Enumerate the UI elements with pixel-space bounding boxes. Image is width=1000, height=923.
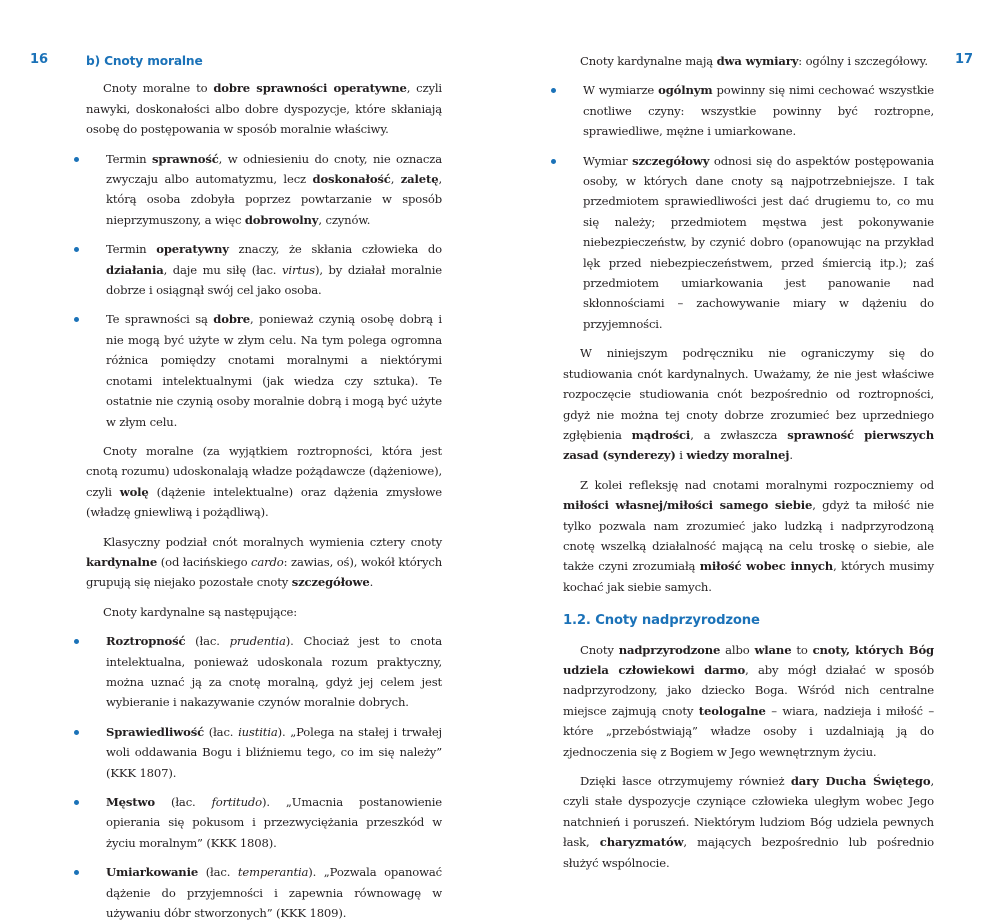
paragraph: Cnoty kardynalne są następujące:: [103, 604, 298, 619]
list-item: Wymiar szczegółowy odnosi się do aspektów postępowania osoby, w których dane cnoty są najpotrzebniejsze. I tak przedmiotem sprawiedliwości jest dać drugiemu to, co mu się należy; przedmiotem męstwa jest pokonywanie niebezpieczeństw, by czynić dobro (opanowując na przykład lęk przed niebezpieczeństwem, przed śmiercią itp.); zaś przedmiotem umiarkowania jest panowanie nad skłonnościami – zachowywanie miary w dążeniu do przyjemności.: [563, 151, 934, 335]
left-page-number: 16: [30, 52, 49, 67]
paragraph: W niniejszym podręczniku nie ograniczymy się do studiowania cnót kardynalnych. Uważamy, że nie jest właściwe rozpoczęcie studiowania cnót bezpośrednio od roztropności, gdyż nie można tej cnoty dobrze zrozumieć bez uprzedniego zgłębienia mądrości, a zwłaszcza sprawność pierwszych zasad (synderezy) i wiedzy moralnej.: [563, 346, 934, 463]
section-heading: b) Cnoty moralne: [86, 54, 203, 68]
bullet-list: [563, 80, 934, 334]
paragraph: Klasyczny podział cnót moralnych wymienia cztery cnoty kardynalne (od łacińskiego cardo: zawias, oś), wokół których grupują się niejako pozostałe cnoty szczegółowe.: [86, 534, 443, 590]
paragraph: Cnoty kardynalne mają dwa wymiary: ogólny i szczegółowy.: [580, 54, 928, 68]
paragraph: Cnoty nadprzyrodzone albo wlane to cnoty, których Bóg udziela człowiekowi darmo, aby mógł działać w sposób nadprzyrodzony, jako dziecko Boga. Wśród nich centralne miejsce zajmują cnoty teologalne – wiara, nadzieja i miłość – które „przebóstwiają” władze osoby i uzdalniają ją do zjednoczenia się z Bogiem w Jego wewnętrznym życiu.: [563, 642, 934, 759]
paragraph: Cnoty moralne to dobre sprawności operatywne, czyli nawyki, doskonałości albo dobre dyspozycje, które skłaniają osobę do postępowania w sposób moralnie właściwy.: [86, 81, 442, 137]
list-item: Termin sprawność, w odniesieniu do cnoty, nie oznacza zwyczaju albo automatyzmu, lecz doskonałość, zaletę, którą osoba zdobyła poprzez powtarzanie w sposób nieprzymuszony, a więc dobrowolny, czynów.: [86, 149, 442, 231]
bullet-list: [86, 631, 442, 923]
list-item: Roztropność (łac. prudentia). Chociaż jest to cnota intelektualna, ponieważ udoskonala rozum praktyczny, można uznać ją za cnotę moralną, gdyż jej celem jest wybieranie i nakazywanie czynów moralnie dobrych.: [86, 631, 442, 713]
left-page-text: [86, 51, 442, 923]
list-item: Termin operatywny znaczy, że skłania człowieka do działania, daje mu siłę (łac. virtus), by działał moralnie dobrze i osiągnął swój cel jako osoba.: [86, 239, 442, 300]
paragraph: Z kolei refleksję nad cnotami moralnymi rozpoczniemy od miłości własnej/miłości samego siebie, gdyż ta miłość nie tylko pozwala nam zrozumieć jako ludzką i nadprzyrodzoną cnotę wszelką działalność mającą na celu troskę o siebie, ale także czyni zrozumiałą miłość wobec innych, których musimy kochać jak siebie samych.: [563, 477, 934, 594]
list-item: Te sprawności są dobre, ponieważ czynią osobę dobrą i nie mogą być użyte w złym celu. Na tym polega ogromna różnica pomiędzy cnotami moralnymi a niektórymi cnotami intelektualnymi (jak wiedza czy sztuka). Te ostatnie nie czynią osoby moralnie dobrą i mogą być użyte w złym celu.: [86, 309, 442, 431]
list-item: Umiarkowanie (łac. temperantia). „Pozwala opanować dążenie do przyjemności i zapewnia równowagę w używaniu dóbr stworzonych” (KKK 1809).: [86, 862, 442, 923]
section-heading: 1.2. Cnoty nadprzyrodzone: [563, 613, 760, 629]
list-item: W wymiarze ogólnym powinny się nimi cechować wszystkie cnotliwe czyny: wszystkie powinny być roztropne, sprawiedliwe, mężne i umiarkowane.: [563, 80, 934, 141]
paragraph: Dzięki łasce otrzymujemy również dary Ducha Świętego, czyli stałe dyspozycje czyniące człowieka uległym wobec Jego natchnień i poruszeń. Niektórym ludziom Bóg udziela pewnych łask, charyzmatów, mających bezpośrednio lub pośrednio służyć wspólnocie.: [563, 774, 934, 870]
right-page-text: [563, 51, 934, 873]
right-page-number: 17: [955, 52, 974, 67]
bullet-list: [86, 149, 442, 432]
list-item: Męstwo (łac. fortitudo). „Umacnia postanowienie opierania się pokusom i przezwyciężania przeszkód w życiu moralnym” (KKK 1808).: [86, 792, 442, 853]
paragraph: Cnoty moralne (za wyjątkiem roztropności, która jest cnotą rozumu) udoskonalają władze pożądawcze (dążeniowe), czyli wolę (dążenie intelektualne) oraz dążenia zmysłowe (władzę gniewliwą i pożądliwą).: [86, 443, 442, 520]
list-item: Sprawiedliwość (łac. iustitia). „Polega na stałej i trwałej woli oddawania Bogu i bliźniemu tego, co im się należy” (KKK 1807).: [86, 722, 442, 783]
